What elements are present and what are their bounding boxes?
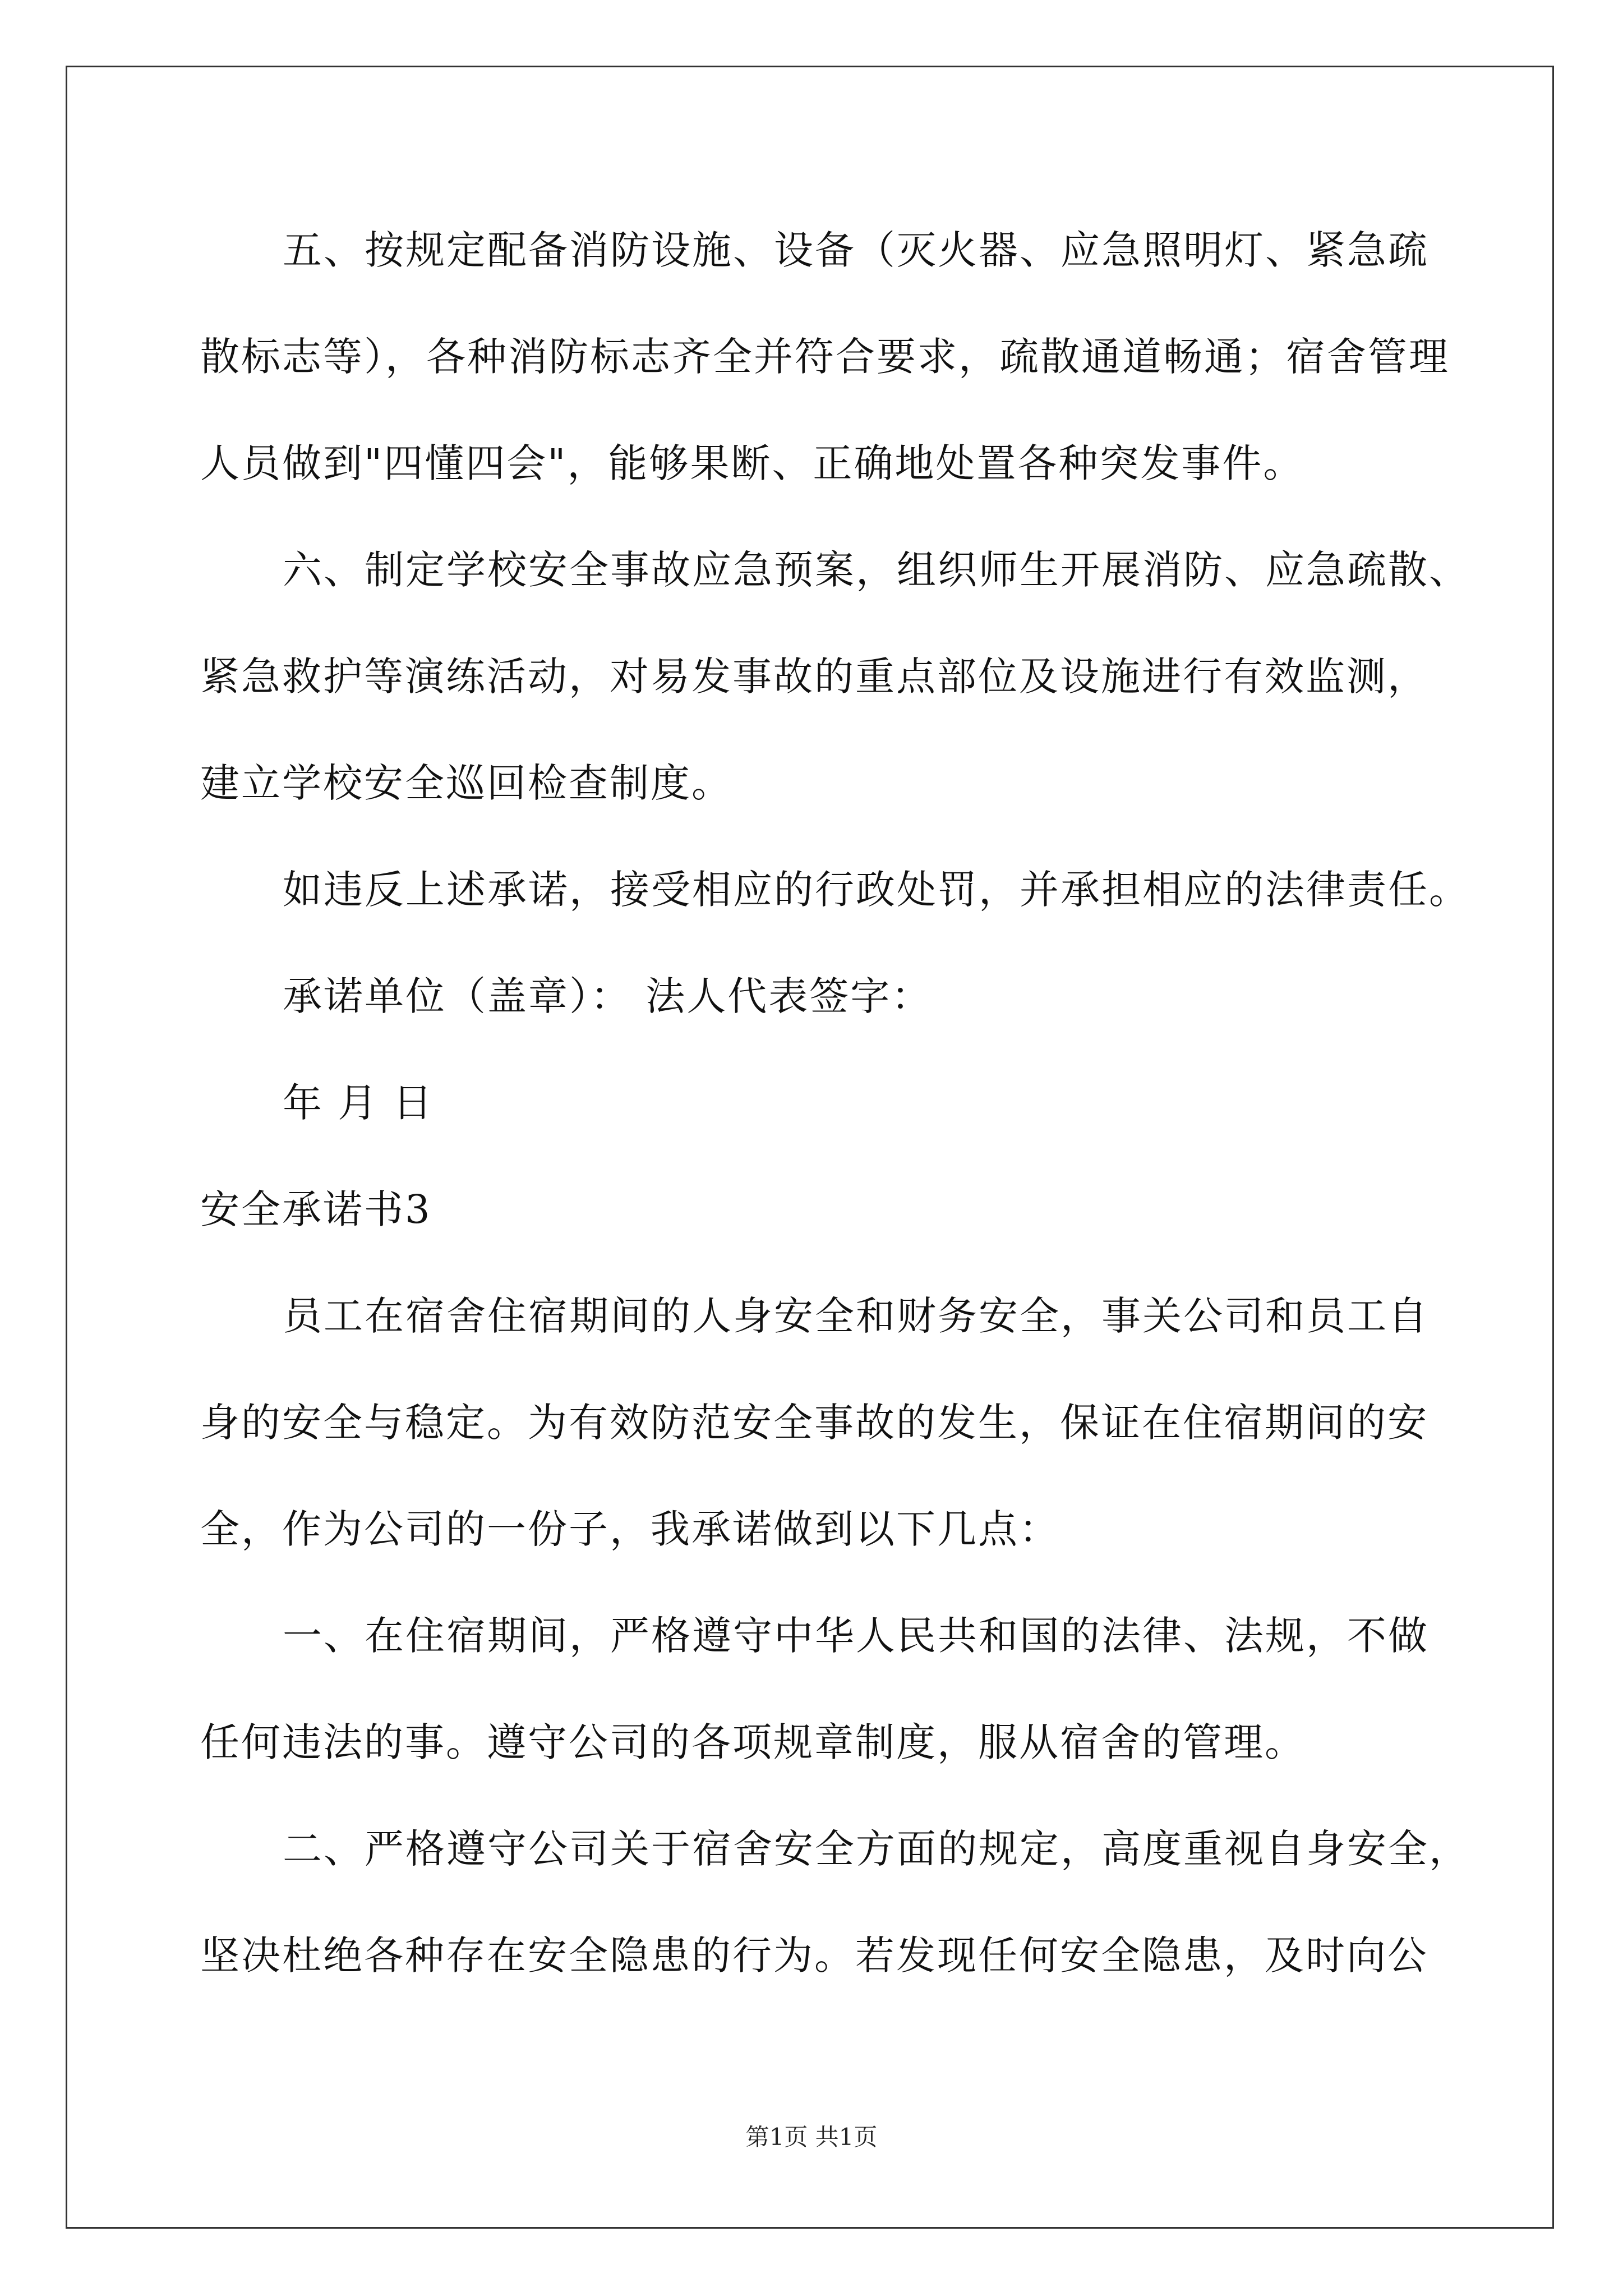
paragraph-line: 紧急救护等演练活动，对易发事故的重点部位及设施进行有效监测，: [200, 654, 1428, 700]
paragraph-line: 六、制定学校安全事故应急预案，组织师生开展消防、应急疏散、: [283, 547, 1470, 593]
paragraph-line: 身的安全与稳定。为有效防范安全事故的发生，保证在住宿期间的安: [200, 1400, 1428, 1446]
paragraph-line: 散标志等），各种消防标志齐全并符合要求，疏散通道畅通；宿舍管理: [200, 334, 1450, 380]
paragraph-line: 全，作为公司的一份子，我承诺做到以下几点：: [200, 1506, 1060, 1552]
paragraph-line: 人员做到"四懂四会"，能够果断、正确地处置各种突发事件。: [200, 440, 1304, 486]
page-footer: 第1页 共1页: [745, 2123, 878, 2151]
paragraph-line: 如违反上述承诺，接受相应的行政处罚，并承担相应的法律责任。: [283, 867, 1470, 913]
signature-line: 承诺单位（盖章）： 法人代表签字：: [283, 973, 933, 1019]
paragraph-line: 任何违法的事。遵守公司的各项规章制度，服从宿舍的管理。: [200, 1719, 1306, 1765]
date-line: 年 月 日: [283, 1080, 434, 1126]
page-frame: [66, 66, 1554, 2229]
paragraph-line: 坚决杜绝各种存在安全隐患的行为。若发现任何安全隐患，及时向公: [200, 1932, 1428, 1978]
paragraph-line: 一、在住宿期间，严格遵守中华人民共和国的法律、法规，不做: [283, 1613, 1429, 1659]
paragraph-line: 员工在宿舍住宿期间的人身安全和财务安全，事关公司和员工自: [283, 1293, 1429, 1339]
section-title: 安全承诺书3: [200, 1186, 432, 1232]
paragraph-line: 二、严格遵守公司关于宿舍安全方面的规定，高度重视自身安全，: [283, 1826, 1470, 1872]
paragraph-line: 五、按规定配备消防设施、设备（灭火器、应急照明灯、紧急疏: [283, 227, 1429, 273]
paragraph-line: 建立学校安全巡回检查制度。: [200, 760, 732, 806]
